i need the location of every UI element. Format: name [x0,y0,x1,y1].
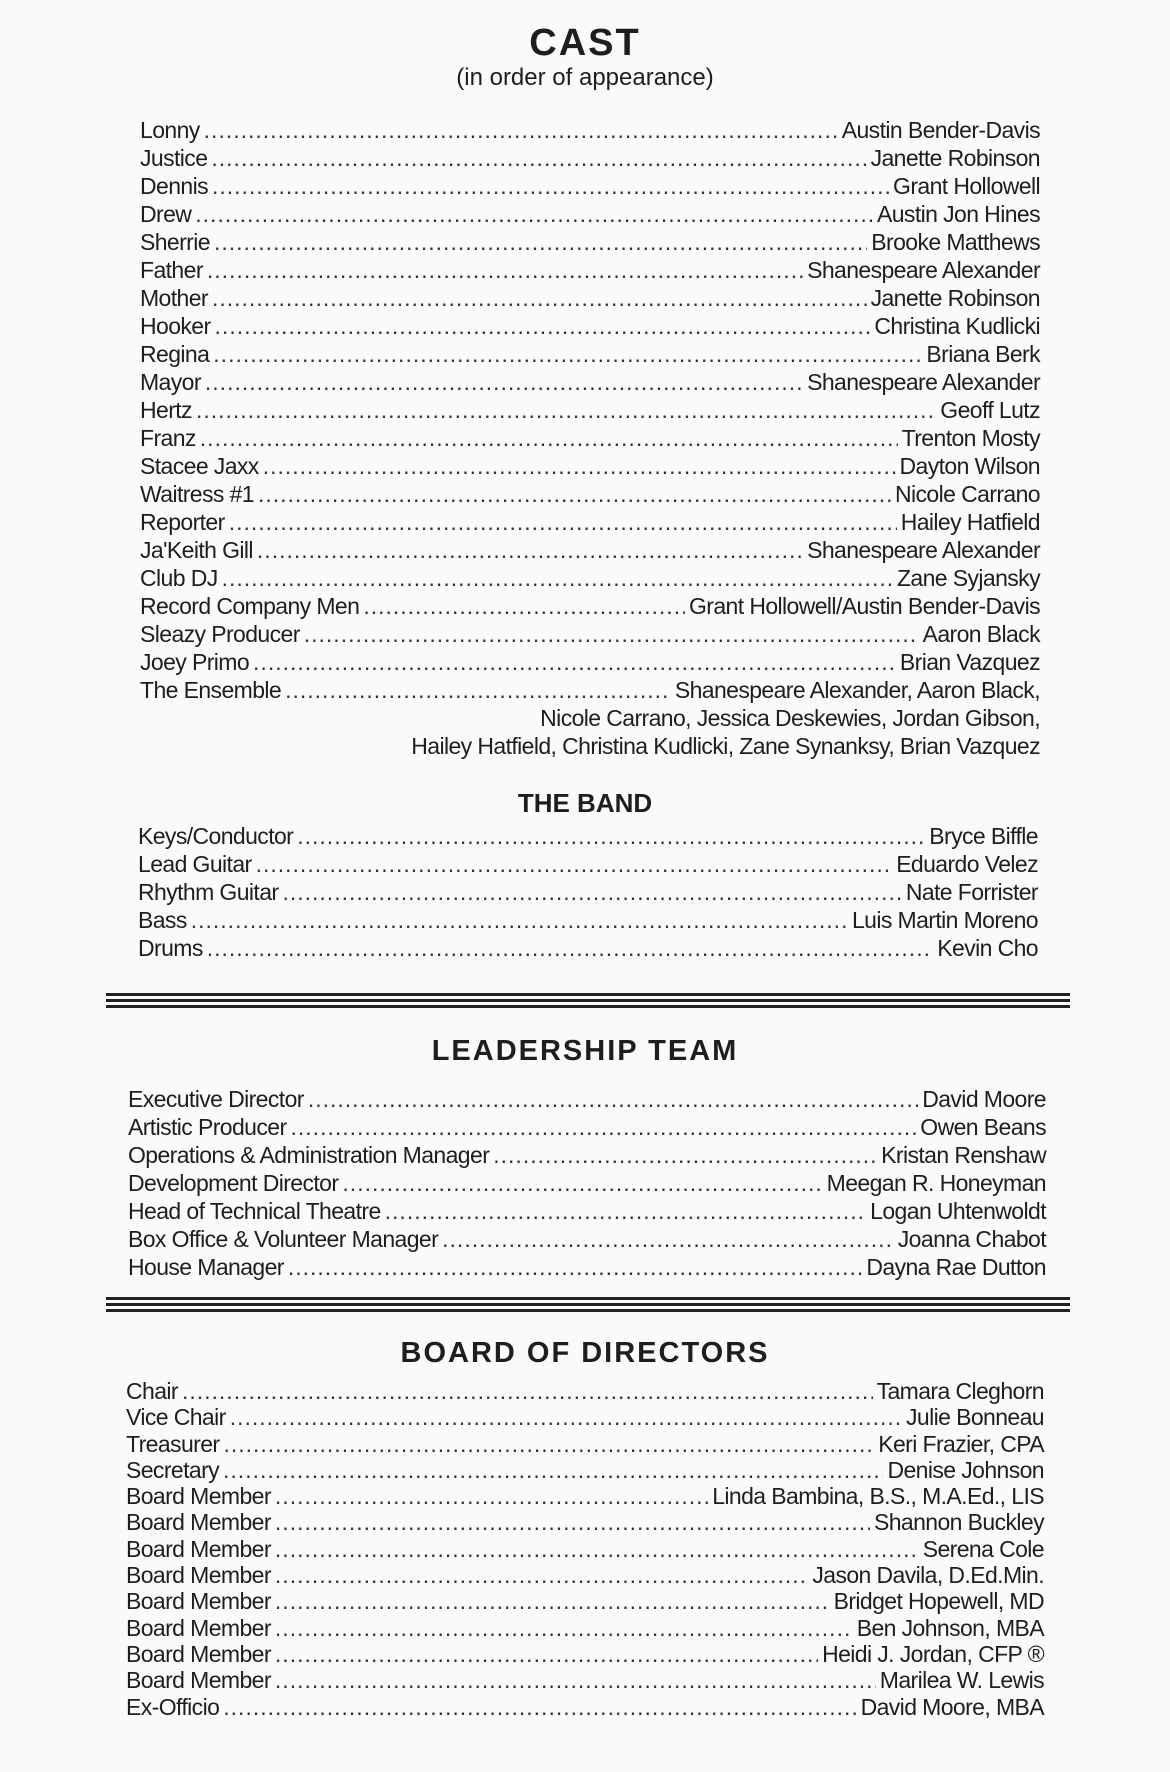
person-name: Shannon Buckley [873,1509,1044,1536]
dot-leader [205,368,803,396]
dot-leader [288,1253,863,1281]
leadership-entry [128,1141,1046,1169]
cast-entry [140,396,1040,424]
cast-entry [140,480,1040,508]
dot-leader [256,850,893,878]
dot-leader [257,536,803,564]
role-label: Stacee Jaxx [140,453,259,479]
band-entry [138,934,1038,962]
dot-leader [253,648,896,676]
role-label: The Ensemble [140,677,282,703]
board-entry [126,1378,1044,1404]
dot-leader [442,1225,894,1253]
board-entry [126,1457,1044,1483]
role-label: Head of Technical Theatre [128,1198,381,1224]
leadership-entry [128,1113,1046,1141]
dot-leader [275,1509,870,1535]
board-entry [126,1536,1044,1562]
person-name: Shanespeare Alexander [807,257,1040,283]
person-name: Logan Uhtenwoldt [870,1198,1046,1224]
person-name: Linda Bambina, B.S., M.A.Ed., LIS [712,1483,1044,1510]
dot-leader [308,1085,918,1113]
role-label: Development Director [128,1170,339,1196]
leadership-entry [128,1169,1046,1197]
cast-entry [140,620,1040,648]
dot-leader [291,1113,917,1141]
board-entry [126,1431,1044,1457]
role-label: Board Member [126,1535,271,1562]
cast-entry [140,676,1040,704]
ensemble-continuation: Nicole Carrano, Jessica Deskewies, Jordan Gibson, [540,705,1040,731]
cast-entry [140,340,1040,368]
cast-entry [140,228,1040,256]
band-entry [138,850,1038,878]
role-label: Board Member [126,1640,271,1667]
role-label: Father [140,257,203,283]
role-label: Regina [140,341,210,367]
person-name: Bryce Biffle [929,823,1038,849]
person-name: Grant Hollowell [893,173,1040,199]
person-name: Owen Beans [920,1114,1046,1140]
cast-entry [140,144,1040,172]
leadership-entry [128,1225,1046,1253]
section-divider [106,1297,1070,1315]
person-name: Trenton Mosty [901,425,1040,451]
person-name: Hailey Hatfield [900,509,1040,535]
dot-leader [196,396,936,424]
role-label: Executive Director [128,1086,304,1112]
board-entry [126,1641,1044,1667]
board-entry [126,1694,1044,1720]
role-label: Bass [138,907,187,933]
role-label: Board Member [126,1614,271,1641]
role-label: Record Company Men [140,593,360,619]
dot-leader [223,1457,883,1483]
role-label: Sleazy Producer [140,621,300,647]
dot-leader [275,1588,830,1614]
cast-entry [140,116,1040,144]
person-name: Brooke Matthews [871,229,1040,255]
person-name: Christina Kudlicki [874,313,1040,339]
person-name: Luis Martin Moreno [851,907,1038,933]
person-name: Briana Berk [926,341,1040,367]
role-label: Lonny [140,117,200,143]
cast-entry [140,648,1040,676]
board-entry [126,1509,1044,1535]
cast-entry [140,536,1040,564]
person-name: Keri Frazier, CPA [878,1430,1044,1457]
dot-leader [385,1197,867,1225]
role-label: Mayor [140,369,201,395]
person-name: Geoff Lutz [940,397,1040,423]
role-label: Board Member [126,1562,271,1589]
person-name: Brian Vazquez [899,649,1040,675]
dot-leader [363,592,685,620]
cast-entry [140,592,1040,620]
leadership-list [128,1085,1046,1281]
dot-leader [275,1615,853,1641]
person-name: Heidi J. Jordan, CFP ® [822,1640,1044,1667]
cast-entry [140,452,1040,480]
role-label: Keys/Conductor [138,823,294,849]
person-name: Serena Cole [922,1535,1044,1562]
dot-leader [493,1141,877,1169]
person-name: Ben Johnson, MBA [856,1614,1044,1641]
person-name: David Moore, MBA [860,1693,1044,1720]
role-label: Drew [140,201,192,227]
role-label: Hertz [140,397,192,423]
person-name: Janette Robinson [870,145,1040,171]
leadership-entry [128,1253,1046,1281]
dot-leader [297,822,925,850]
dot-leader [204,116,838,144]
leadership-entry [128,1197,1046,1225]
person-name: Shanespeare Alexander, Aaron Black, [674,677,1040,703]
dot-leader [275,1641,818,1667]
cast-entry [140,312,1040,340]
section-divider [106,993,1070,1011]
dot-leader [212,172,889,200]
person-name: Zane Syjansky [896,565,1040,591]
role-label: Board Member [126,1483,271,1510]
role-label: Franz [140,425,196,451]
person-name: Bridget Hopewell, MD [833,1588,1044,1615]
cast-entry [140,424,1040,452]
dot-leader [229,508,897,536]
dot-leader [223,1431,874,1457]
dot-leader [230,1404,902,1430]
role-label: Board Member [126,1667,271,1694]
person-name: Kristan Renshaw [881,1142,1046,1168]
board-entry [126,1615,1044,1641]
dot-leader [207,934,934,962]
role-label: Board Member [126,1509,271,1536]
cast-entry [140,200,1040,228]
cast-subheading: (in order of appearance) [456,64,714,91]
ensemble-continuation: Hailey Hatfield, Christina Kudlicki, Zane Synanksy, Brian Vazquez [411,733,1040,759]
role-label: Lead Guitar [138,851,252,877]
person-name: Aaron Black [922,621,1040,647]
dot-leader [285,676,671,704]
cast-entry [140,256,1040,284]
dot-leader [263,452,896,480]
role-label: Treasurer [126,1430,220,1457]
role-label: Board Member [126,1588,271,1615]
cast-entry [140,508,1040,536]
person-name: Janette Robinson [870,285,1040,311]
leadership-heading: LEADERSHIP TEAM [431,1035,739,1067]
board-entry [126,1562,1044,1588]
person-name: Nicole Carrano [895,481,1040,507]
person-name: Eduardo Velez [896,851,1038,877]
board-entry [126,1483,1044,1509]
person-name: Nate Forrister [905,879,1038,905]
person-name: Joanna Chabot [897,1226,1046,1252]
role-label: Justice [140,145,208,171]
dot-leader [214,228,867,256]
band-heading: THE BAND [517,788,653,818]
role-label: Vice Chair [126,1404,226,1431]
dot-leader [213,340,922,368]
cast-heading: CAST [529,22,641,64]
role-label: Hooker [140,313,211,339]
person-name: Dayton Wilson [899,453,1040,479]
role-label: Mother [140,285,208,311]
board-entry [126,1404,1044,1430]
cast-entry [140,172,1040,200]
role-label: Artistic Producer [128,1114,287,1140]
person-name: Meegan R. Honeyman [826,1170,1046,1196]
board-entry [126,1667,1044,1693]
person-name: Kevin Cho [937,935,1038,961]
person-name: Shanespeare Alexander [807,537,1040,563]
role-label: Joey Primo [140,649,250,675]
board-heading: BOARD OF DIRECTORS [400,1337,770,1369]
dot-leader [212,284,867,312]
dot-leader [207,256,803,284]
person-name: Marilea W. Lewis [879,1667,1044,1694]
cast-entry [140,284,1040,312]
role-label: Operations & Administration Manager [128,1142,490,1168]
person-name: Grant Hollowell/Austin Bender-Davis [689,593,1040,619]
dot-leader [275,1562,808,1588]
person-name: Tamara Cleghorn [876,1378,1044,1404]
role-label: Ja'Keith Gill [140,537,253,563]
band-entry [138,822,1038,850]
dot-leader [222,564,893,592]
person-name: Jason Davila, D.Ed.Min. [812,1562,1044,1589]
cast-list [140,116,1040,760]
dot-leader [223,1694,856,1720]
person-name: Dayna Rae Dutton [866,1254,1046,1280]
dot-leader [304,620,919,648]
leadership-entry [128,1085,1046,1113]
dot-leader [275,1483,708,1509]
dot-leader [191,906,848,934]
person-name: David Moore [922,1086,1046,1112]
dot-leader [275,1536,919,1562]
role-label: Rhythm Guitar [138,879,279,905]
person-name: Denise Johnson [887,1456,1044,1483]
person-name: Austin Jon Hines [877,201,1040,227]
cast-entry [140,368,1040,396]
cast-entry [140,564,1040,592]
role-label: Secretary [126,1456,220,1483]
dot-leader [200,424,898,452]
role-label: Reporter [140,509,225,535]
dot-leader [195,200,873,228]
person-name: Julie Bonneau [906,1404,1044,1431]
person-name: Austin Bender-Davis [841,117,1040,143]
role-label: Box Office & Volunteer Manager [128,1226,439,1252]
role-label: Waitress #1 [140,481,254,507]
dot-leader [342,1169,822,1197]
role-label: House Manager [128,1254,284,1280]
band-entry [138,906,1038,934]
board-entry [126,1588,1044,1614]
role-label: Drums [138,935,203,961]
role-label: Dennis [140,173,208,199]
board-list [126,1378,1044,1720]
dot-leader [258,480,891,508]
band-list [138,822,1038,962]
dot-leader [211,144,866,172]
role-label: Chair [126,1378,178,1404]
person-name: Shanespeare Alexander [807,369,1040,395]
band-entry [138,878,1038,906]
dot-leader [215,312,871,340]
dot-leader [275,1667,876,1693]
role-label: Club DJ [140,565,218,591]
dot-leader [182,1378,873,1404]
role-label: Sherrie [140,229,210,255]
role-label: Ex-Officio [126,1693,220,1720]
dot-leader [282,878,901,906]
